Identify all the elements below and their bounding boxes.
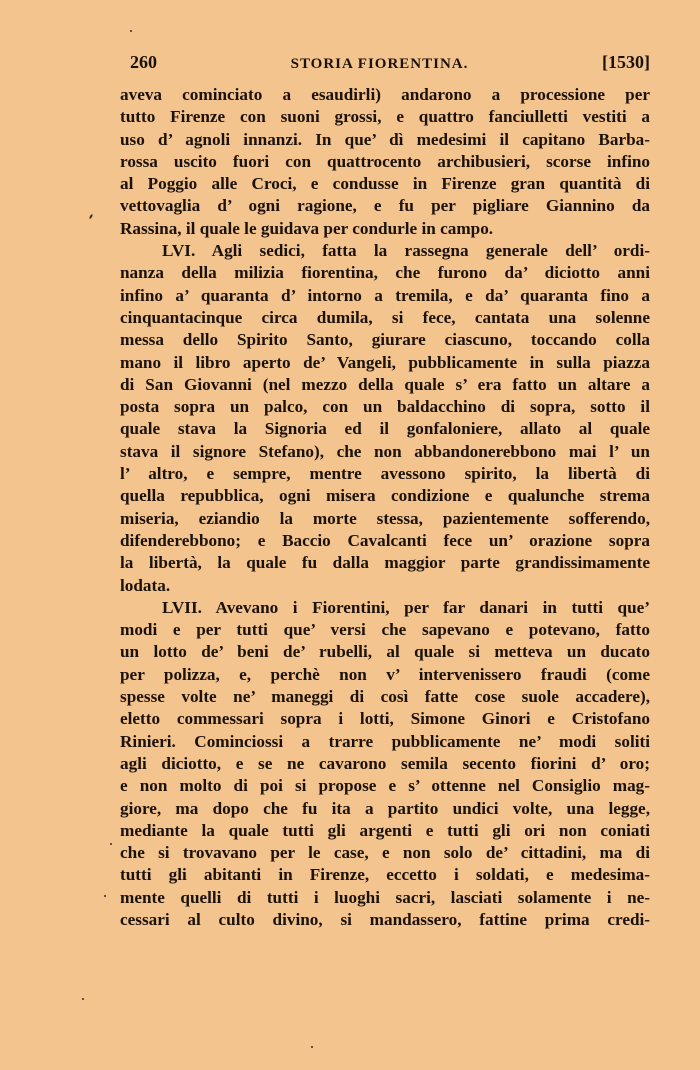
text-line: di San Giovanni (nel mezzo della quale s’ era fatto un altare a	[120, 374, 650, 394]
speck-left-3	[104, 895, 106, 897]
speck-left-2	[110, 843, 112, 845]
text-line: al Poggio alle Croci, e condusse in Firenze gran quantità di	[120, 174, 650, 194]
text-line: Rinieri. Cominciossi a trarre pubblicamente ne’ modi soliti	[120, 731, 650, 751]
text-line: rossa uscito fuori con quattrocento archibusieri, scorse infino	[120, 151, 650, 171]
text-line: messa dello Spirito Santo, giurare ciascuno, toccando colla	[120, 330, 650, 350]
text-line: la libertà, la quale fu dalla maggior parte grandissimamente	[120, 553, 650, 573]
text-line: quella repubblica, ogni misera condizione e qualunche strema	[120, 486, 650, 506]
text-line: vettovaglia d’ ogni ragione, e fu per pigliare Giannino da	[120, 196, 650, 216]
page-header	[120, 52, 650, 84]
text-line: difenderebbono; e Baccio Cavalcanti fece un’ orazione sopra	[120, 530, 650, 550]
text-line: spesse volte ne’ maneggi di così fatte cose suole accadere),	[120, 687, 650, 707]
text-line: eletto commessari sopra i lotti, Simone Ginori e Cristofano	[120, 709, 650, 729]
text-line: mente quelli di tutti i luoghi sacri, lasciati solamente i ne-	[120, 887, 650, 907]
text-line: cessari al culto divino, si mandassero, fattine prima credi-	[120, 909, 650, 929]
book-page	[120, 52, 650, 931]
paragraph-lvii	[120, 597, 650, 931]
speck-left-4	[82, 998, 84, 1000]
text-line: che si trovavano per le case, e non solo de’ cittadini, ma di	[120, 843, 650, 863]
text-line: uso d’ agnoli innanzi. In que’ dì medesimi il capitano Barba-	[120, 129, 650, 149]
text-line: posta sopra un palco, con un baldacchino di sopra, sotto il	[120, 397, 650, 417]
text-line: e non molto di poi si propose e s’ ottenne nel Consiglio mag-	[120, 776, 650, 796]
text-line: modi e per tutti que’ versi che sapevano e potevano, fatto	[120, 620, 650, 640]
text-line: infino a’ quaranta d’ intorno a tremila, e da’ quaranta fino a	[120, 285, 650, 305]
text-line: per polizza, e, perchè non v’ intervenissero fraudi (come	[120, 664, 650, 684]
text-line: stava il signore Stefano), che non abbandonerebbono mai l’ un	[120, 441, 650, 461]
text-line: cinquantacinque circa dumila, si fece, cantata una solenne	[120, 307, 650, 327]
year-marker: [1530]	[601, 52, 650, 72]
paragraph-lvi	[120, 240, 650, 597]
text-line: tutti gli abitanti in Firenze, eccetto i soldati, e medesima-	[120, 865, 650, 885]
speck-bottom	[311, 1046, 313, 1048]
speck-left-1	[89, 214, 93, 219]
text-line: LVI. Agli sedici, fatta la rassegna generale dell’ ordi-	[162, 241, 650, 261]
text-line: l’ altro, e sempre, mentre avessono spirito, la libertà di	[120, 464, 650, 484]
text-line: quale stava la Signoria ed il gonfaloniere, allato al quale	[120, 419, 650, 439]
running-head: STORIA FIORENTINA.	[290, 56, 469, 72]
text-line: LVII. Avevano i Fiorentini, per far danari in tutti que’	[162, 597, 650, 617]
text-line: tutto Firenze con suoni grossi, e quattro fanciulletti vestiti a	[120, 107, 650, 127]
paragraph-1	[120, 84, 650, 240]
speck-top	[130, 30, 132, 32]
body-text	[120, 84, 650, 931]
text-line: mano il libro aperto de’ Vangeli, pubblicamente in sulla piazza	[120, 352, 650, 372]
text-line: lodata.	[120, 575, 171, 595]
text-line: nanza della milizia fiorentina, che furono da’ diciotto anni	[120, 263, 650, 283]
text-line: Rassina, il quale le guidava per condurle in campo.	[120, 218, 494, 238]
text-line: agli diciotto, e se ne cavarono semila secento fiorini d’ oro;	[120, 753, 650, 773]
text-line: un lotto de’ beni de’ rubelli, al quale si metteva un ducato	[120, 642, 650, 662]
page-number: 260	[130, 52, 157, 72]
text-line: mediante la quale tutti gli argenti e tutti gli ori non coniati	[120, 820, 650, 840]
text-line: aveva cominciato a esaudirli) andarono a processione per	[120, 85, 650, 104]
text-line: miseria, eziandio la morte stessa, pazientemente sofferendo,	[120, 508, 650, 528]
text-line: giore, ma dopo che fu ita a partito undici volte, una legge,	[120, 798, 650, 818]
